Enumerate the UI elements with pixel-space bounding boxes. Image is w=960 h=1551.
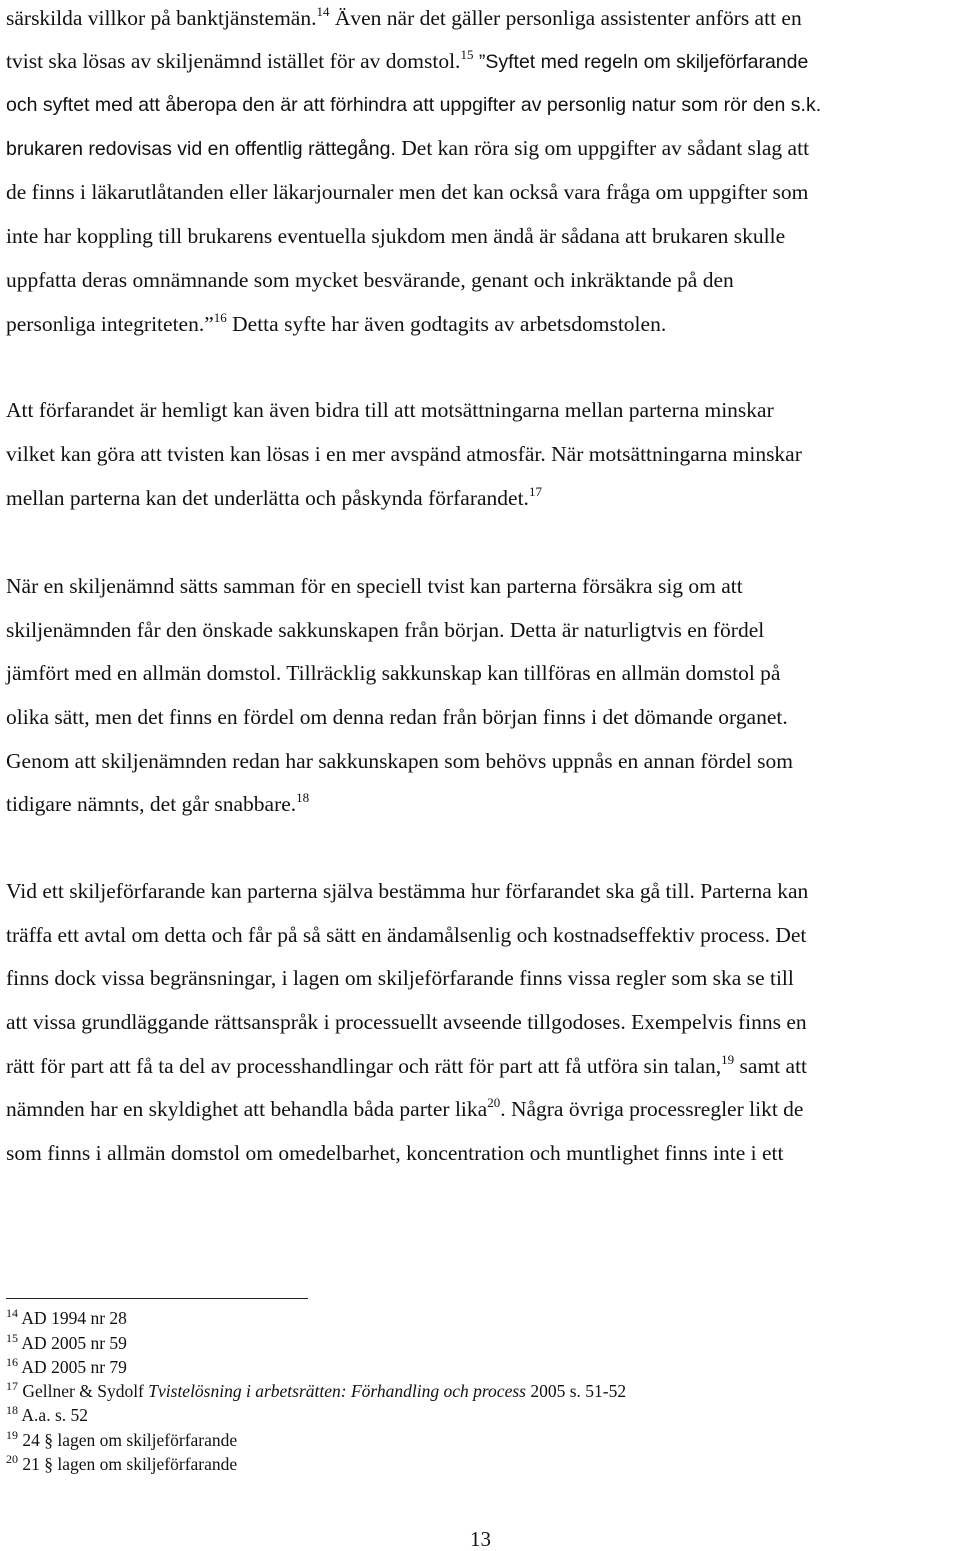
footnote-separator [6, 1298, 308, 1299]
footnote [6, 1333, 127, 1353]
footnote-text: A.a. s. 52 [21, 1405, 89, 1425]
footnote-text: 21 § lagen om skiljeförfarande [22, 1454, 238, 1474]
footnote-number: 20 [6, 1452, 18, 1466]
text-segment: Att förfarandet är hemligt kan även bidra till att motsättningarna mellan parterna minskar [6, 398, 774, 422]
footnote-title: Tvistelösning i arbetsrätten: Förhandling och process [148, 1381, 526, 1401]
text-line [6, 574, 743, 598]
footnote-number: 16 [6, 1355, 18, 1369]
footnote-number: 14 [6, 1306, 18, 1320]
text-segment: När en skiljenämnd sätts samman för en speciell tvist kan parterna försäkra sig om att [6, 574, 743, 598]
footnote [6, 1454, 237, 1474]
text-line [6, 486, 542, 510]
text-line [6, 442, 802, 466]
text-line [6, 1097, 803, 1121]
footnote-number: 19 [6, 1428, 18, 1442]
text-line [6, 923, 806, 947]
text-line [6, 312, 666, 336]
text-segment: de finns i läkarutlåtanden eller läkarjournaler men det kan också vara fråga om uppgifter som [6, 180, 809, 204]
text-segment: nämnden har en skyldighet att behandla båda parter lika [6, 1097, 488, 1121]
footnote-text: AD 2005 nr 59 [21, 1333, 127, 1353]
text-segment: skiljenämnden får den önskade sakkunskapen från början. Detta är naturligtvis en fördel [6, 618, 765, 642]
text-line [6, 661, 780, 685]
footnote-number: 17 [6, 1379, 18, 1393]
text-line [6, 1054, 807, 1078]
footnote-reference: 15 [460, 47, 474, 62]
text-line [6, 1010, 807, 1034]
text-line [6, 136, 809, 161]
page-number: 13 [470, 1527, 491, 1551]
text-segment: uppfatta deras omnämnande som mycket besvärande, genant och inkräktande på den [6, 268, 734, 292]
footnote-text: 24 § lagen om skiljeförfarande [22, 1430, 238, 1450]
footnote [6, 1357, 127, 1377]
text-segment: att vissa grundläggande rättsanspråk i processuellt avseende tillgodoses. Exempelvis finns en [6, 1010, 807, 1034]
text-line [6, 618, 764, 642]
footnote-reference: 18 [296, 790, 310, 805]
footnote [6, 1381, 626, 1401]
text-segment: vilket kan göra att tvisten kan lösas i en mer avspänd atmosfär. När motsättningarna minskar [6, 442, 802, 466]
text-line [6, 1141, 783, 1165]
text-segment: som finns i allmän domstol om omedelbarhet, koncentration och muntlighet finns inte i ett [6, 1141, 784, 1165]
footnote-reference: 20 [487, 1095, 501, 1110]
footnote-text-after: 2005 s. 51-52 [525, 1381, 627, 1401]
text-segment: och syftet med att åberopa den är att förhindra att uppgifter av personlig natur som rör den s.k. [6, 94, 822, 116]
text-segment: särskilda villkor på banktjänstemän. [6, 6, 317, 30]
footnote [6, 1430, 237, 1450]
text-segment: ”Syftet med regeln om skiljeförfarande [473, 51, 809, 73]
footnote-reference: 19 [721, 1052, 735, 1067]
text-line [6, 224, 785, 248]
footnote-number: 18 [6, 1403, 18, 1417]
text-segment: tidigare nämnts, det går snabbare. [6, 792, 297, 816]
text-segment: tvist ska lösas av skiljenämnd istället för av domstol. [6, 49, 461, 73]
text-segment: Detta syfte har även godtagits av arbetsdomstolen. [226, 312, 667, 336]
text-line [6, 6, 802, 30]
footnote-reference: 17 [528, 484, 542, 499]
text-line [6, 180, 808, 204]
text-line [6, 966, 794, 990]
text-segment: personliga integriteten.” [6, 312, 214, 336]
text-segment: Vid ett skiljeförfarande kan parterna själva bestämma hur förfarandet ska gå till. Parterna kan [6, 879, 809, 903]
text-segment: rätt för part att få ta del av processhandlingar och rätt för part att få utföra sin talan, [6, 1054, 722, 1078]
text-segment: träffa ett avtal om detta och får på så sätt en ändamålsenlig och kostnadseffektiv process. Det [6, 923, 807, 947]
text-line [6, 92, 821, 117]
footnote-text: Gellner & Sydolf [22, 1381, 149, 1401]
text-segment: . Några övriga processregler likt de [500, 1097, 804, 1121]
text-line [6, 749, 793, 773]
footnote [6, 1405, 88, 1425]
text-line [6, 268, 734, 292]
text-segment: brukaren redovisas vid en offentlig rättegång. [6, 138, 396, 160]
text-segment: finns dock vissa begränsningar, i lagen om skiljeförfarande finns vissa regler som ska se till [6, 966, 794, 990]
text-line [6, 879, 808, 903]
text-line [6, 398, 774, 422]
text-segment: olika sätt, men det finns en fördel om denna redan från början finns i det dömande organet. [6, 705, 788, 729]
text-line [6, 792, 309, 816]
text-segment: mellan parterna kan det underlätta och påskynda förfarandet. [6, 486, 529, 510]
footnote-reference: 16 [213, 310, 227, 325]
footnote [6, 1308, 127, 1328]
text-segment: Genom att skiljenämnden redan har sakkunskapen som behövs uppnås en annan fördel som [6, 749, 793, 773]
footnote-text: AD 1994 nr 28 [21, 1308, 127, 1328]
text-segment: samt att [734, 1054, 808, 1078]
footnote-reference: 14 [316, 4, 330, 19]
text-line [6, 705, 788, 729]
footnote-number: 15 [6, 1331, 18, 1345]
text-line [6, 49, 808, 74]
text-segment: Även när det gäller personliga assistenter anförs att en [329, 6, 802, 30]
text-segment: jämfört med en allmän domstol. Tillräcklig sakkunskap kan tillföras en allmän domstol på [6, 661, 781, 685]
text-segment: Det kan röra sig om uppgifter av sådant slag att [395, 136, 810, 160]
text-segment: inte har koppling till brukarens eventuella sjukdom men ändå är sådana att brukaren skulle [6, 224, 786, 248]
footnote-text: AD 2005 nr 79 [21, 1357, 127, 1377]
